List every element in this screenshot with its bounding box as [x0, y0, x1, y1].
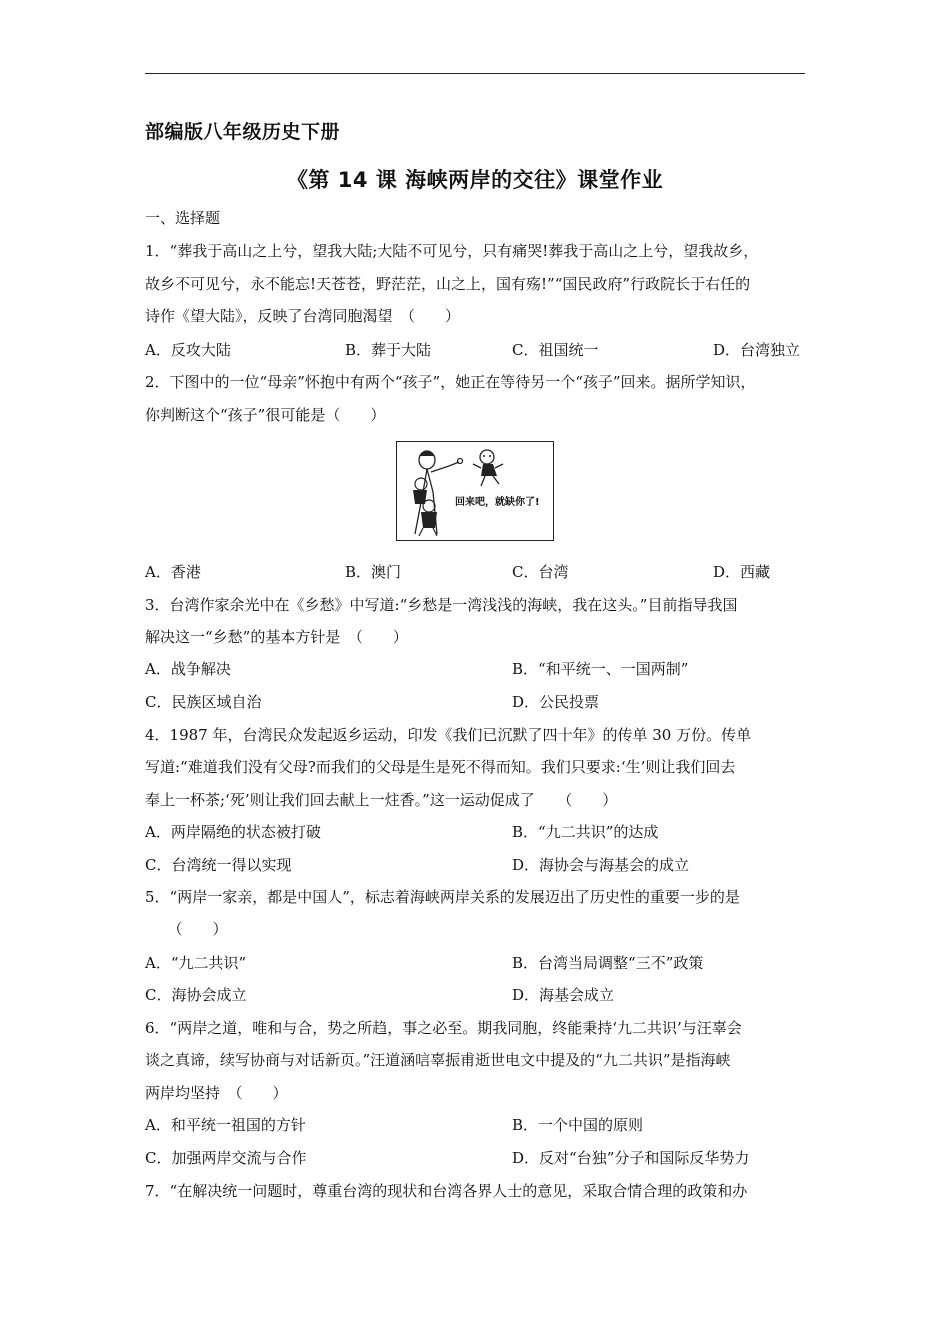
q1-option-a: A．反攻大陆 — [145, 341, 231, 359]
figure-caption: 回来吧，就缺你了! — [455, 497, 540, 508]
question-6-line-1: 6．“两岸之道，唯和与合，势之所趋，事之必至。期我同胞，终能秉持‘九二共识’与汪辜会 — [145, 1019, 742, 1037]
header-rule — [145, 73, 805, 74]
q2-option-a: A．香港 — [145, 563, 201, 581]
question-5-line-2: （ ） — [145, 920, 228, 938]
question-3-line-1: 3．台湾作家余光中在《乡愁》中写道:“乡愁是一湾浅浅的海峡，我在这头。”目前指导我国 — [145, 596, 738, 614]
document-subtitle: 部编版八年级历史下册 — [145, 121, 341, 143]
question-1-line-2: 故乡不可见兮，永不能忘!天苍苍，野茫茫，山之上，国有殇!”“国民政府”行政院长于右任的 — [145, 275, 751, 293]
q5-option-d: D．海基会成立 — [512, 986, 615, 1004]
question-3-line-2: 解决这一“乡愁”的基本方针是 （ ） — [145, 628, 408, 646]
q4-option-a: A．两岸隔绝的状态被打破 — [145, 823, 321, 841]
q6-option-d: D．反对“台独”分子和国际反华势力 — [512, 1149, 750, 1167]
q4-option-d: D．海协会与海基会的成立 — [512, 856, 690, 874]
question-7-line-1: 7．“在解决统一问题时，尊重台湾的现状和台湾各界人士的意见，采取合情合理的政策和办 — [145, 1182, 748, 1200]
q5-option-a: A．“九二共识” — [145, 954, 247, 972]
mother-children-illustration — [397, 442, 553, 540]
q1-option-b: B．葬于大陆 — [345, 341, 432, 359]
q2-option-c: C．台湾 — [512, 563, 569, 581]
q6-option-b: B．一个中国的原则 — [512, 1116, 644, 1134]
q1-option-c: C．祖国统一 — [512, 341, 599, 359]
q2-option-d: D．西藏 — [713, 563, 771, 581]
q3-option-c: C．民族区域自治 — [145, 693, 262, 711]
q4-option-c: C．台湾统一得以实现 — [145, 856, 292, 874]
q3-option-b: B．“和平统一、一国两制” — [512, 660, 689, 678]
question-2-line-1: 2．下图中的一位“母亲”怀抱中有两个“孩子”，她正在等待另一个“孩子”回来。据所学知识， — [145, 373, 756, 391]
q3-option-d: D．公民投票 — [512, 693, 600, 711]
question-4-line-1: 4．1987 年，台湾民众发起返乡运动，印发《我们已沉默了四十年》的传单 30 万份。传单 — [145, 726, 752, 744]
question-6-line-2: 谈之真谛，续写协商与对话新页。”汪道涵唁辜振甫逝世电文中提及的“九二共识”是指海峡 — [145, 1051, 731, 1069]
q3-option-a: A．战争解决 — [145, 660, 231, 678]
question-4-line-3: 奉上一杯茶;‘死’则让我们回去献上一炷香。”这一运动促成了 （ ） — [145, 791, 618, 809]
q6-option-a: A．和平统一祖国的方针 — [145, 1116, 306, 1134]
document-title: 《第 14 课 海峡两岸的交往》课堂作业 — [286, 168, 664, 192]
q5-option-c: C．海协会成立 — [145, 986, 247, 1004]
q4-option-b: B．“九二共识”的达成 — [512, 823, 659, 841]
q2-option-b: B．澳门 — [345, 563, 402, 581]
q1-option-d: D．台湾独立 — [713, 341, 801, 359]
section-heading: 一、选择题 — [145, 209, 221, 227]
question-2-line-2: 你判断这个“孩子”很可能是（ ） — [145, 406, 386, 424]
cartoon-figure — [396, 441, 554, 541]
question-4-line-2: 写道:“难道我们没有父母?而我们的父母是生是死不得而知。我们只要求:‘生’则让我们回去 — [145, 758, 736, 776]
q6-option-c: C．加强两岸交流与合作 — [145, 1149, 307, 1167]
question-1-line-3: 诗作《望大陆》，反映了台湾同胞渴望 （ ） — [145, 307, 461, 325]
question-1-line-1: 1．“葬我于高山之上兮，望我大陆;大陆不可见兮，只有痛哭!葬我于高山之上兮，望我故乡， — [145, 242, 759, 260]
question-5-line-1: 5．“两岸一家亲，都是中国人”，标志着海峡两岸关系的发展迈出了历史性的重要一步的是 — [145, 888, 740, 906]
q5-option-b: B．台湾当局调整“三不”政策 — [512, 954, 704, 972]
question-6-line-3: 两岸均坚持 （ ） — [145, 1084, 288, 1102]
